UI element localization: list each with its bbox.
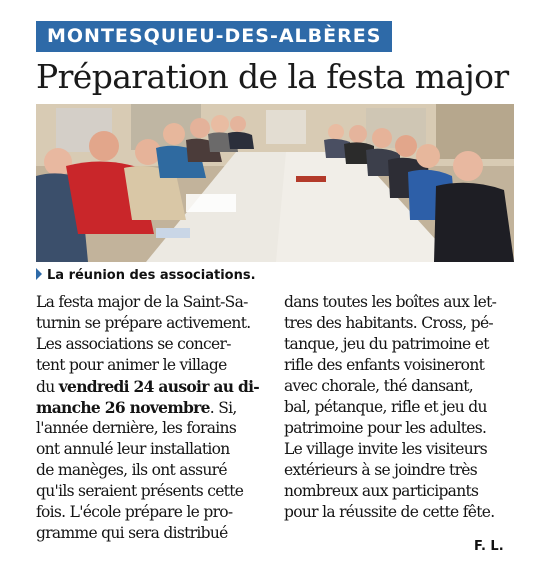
- text-line: turnin se prépare activement.: [36, 314, 251, 332]
- date-range-bold: manche 26 novembre: [36, 398, 210, 417]
- meeting-photo: [36, 104, 514, 262]
- text-line: tent pour animer le village: [36, 356, 227, 374]
- text-line: Le village invite les visiteurs: [284, 440, 487, 458]
- headline: Préparation de la festa major: [36, 57, 509, 96]
- text-line: tanque, jeu du patrimoine et: [284, 335, 489, 353]
- text-line: nombreux aux participants: [284, 482, 479, 500]
- text-line: extérieurs à se joindre très: [284, 461, 478, 479]
- text-line: fois. L'école prépare le pro-: [36, 503, 233, 521]
- text-line: bal, pétanque, rifle et jeu du: [284, 398, 487, 416]
- text-line: l'année dernière, les forains: [36, 419, 237, 437]
- author-signature: F. L.: [474, 539, 504, 554]
- text-line: [36, 397, 268, 418]
- text-line: patrimoine pour les adultes.: [284, 419, 487, 437]
- section-tag: MONTESQUIEU-DES-ALBÈRES: [36, 21, 392, 52]
- text-line: Les associations se concer-: [36, 335, 231, 353]
- text-fragment: du: [36, 378, 59, 396]
- text-line: tres des habitants. Cross, pé-: [284, 314, 493, 332]
- text-line: La festa major de la Saint-Sa-: [36, 293, 248, 311]
- text-line: pour la réussite de cette fête.: [284, 503, 495, 521]
- caption-marker-icon: [36, 268, 42, 280]
- text-line: [36, 376, 268, 397]
- text-fragment: . Si,: [209, 399, 237, 417]
- date-range-bold: vendredi 24 ausoir au di-: [58, 377, 260, 396]
- photo-caption-text: La réunion des associations.: [47, 268, 256, 283]
- text-line: ont annulé leur installation: [36, 440, 230, 458]
- text-line: de manèges, ils ont assuré: [36, 461, 227, 479]
- text-line: avec chorale, thé dansant,: [284, 377, 473, 395]
- text-line: rifle des enfants voisineront: [284, 356, 485, 374]
- photo-caption: [36, 266, 256, 286]
- article-column-left: [36, 292, 268, 544]
- text-line: dans toutes les boîtes aux let-: [284, 293, 497, 311]
- text-line: gramme qui sera distribué: [36, 524, 228, 542]
- text-line: qu'ils seraient présents cette: [36, 482, 244, 500]
- article-column-right: [284, 292, 516, 523]
